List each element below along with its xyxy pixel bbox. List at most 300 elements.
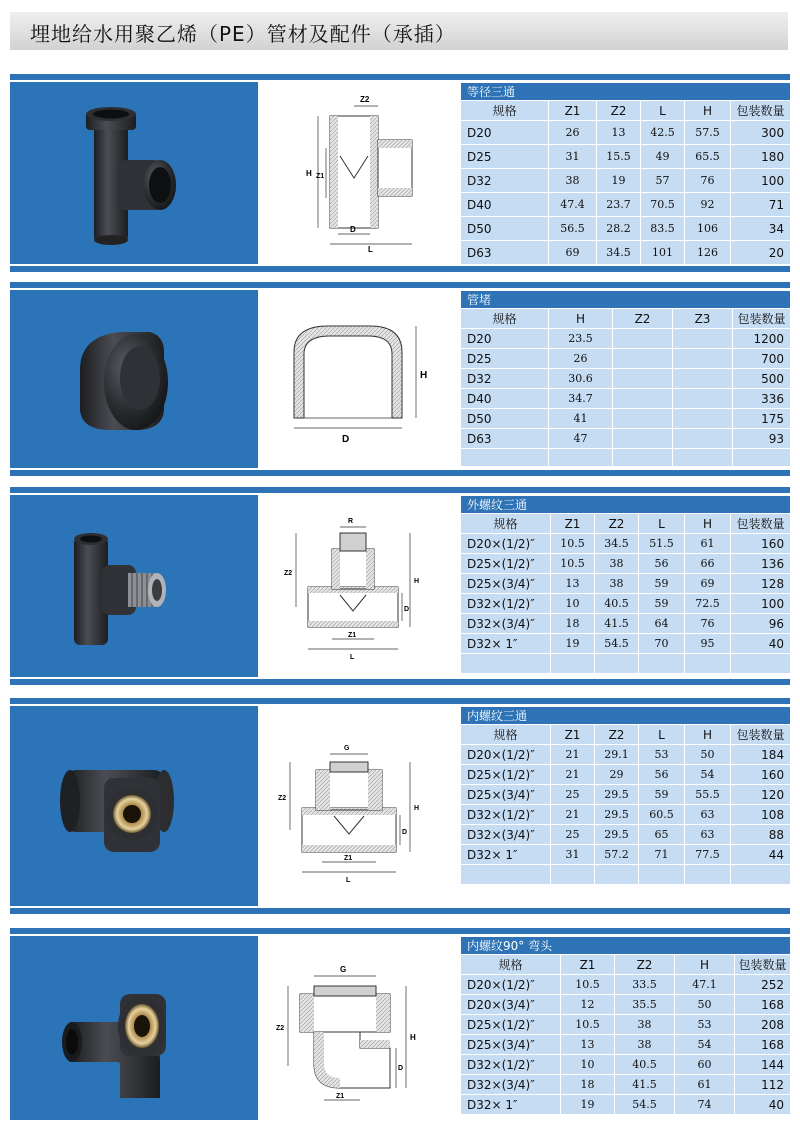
table-cell: D32×(1/2)″ — [461, 805, 551, 825]
column-header: Z1 — [549, 101, 597, 121]
table-cell: 93 — [733, 429, 791, 449]
drawing-label: Z2 — [276, 1025, 285, 1032]
table-cell: 21 — [551, 805, 595, 825]
table-cell: 54.5 — [595, 634, 639, 654]
table-cell — [461, 449, 549, 467]
table-cell: 252 — [735, 975, 791, 995]
table-cell: 38 — [595, 554, 639, 574]
product-name: 内螺纹90° 弯头 — [461, 937, 791, 955]
table-cell — [685, 654, 731, 674]
table-cell: 18 — [561, 1075, 615, 1095]
column-header: L — [639, 725, 685, 745]
table-cell — [673, 369, 733, 389]
table-row — [461, 534, 791, 554]
section-top-band — [10, 487, 790, 493]
table-cell: 336 — [733, 389, 791, 409]
column-header: Z1 — [551, 725, 595, 745]
table-row — [461, 1015, 791, 1035]
table-cell: 55.5 — [685, 785, 731, 805]
table-cell: 38 — [615, 1035, 675, 1055]
table-row — [461, 1055, 791, 1075]
table-cell: 13 — [551, 574, 595, 594]
table-cell: 10.5 — [561, 1015, 615, 1035]
table-cell: 19 — [561, 1095, 615, 1115]
drawing-label: Z1 — [316, 173, 325, 180]
drawing-label: H — [414, 578, 420, 585]
column-header: 包装数量 — [731, 101, 791, 121]
drawing-label: H — [410, 1033, 416, 1042]
table-cell: 23.5 — [549, 329, 613, 349]
table-cell: 70.5 — [641, 193, 685, 217]
table-cell: 41.5 — [615, 1075, 675, 1095]
table-cell: 96 — [731, 614, 791, 634]
table-cell: 12 — [561, 995, 615, 1015]
table-cell — [673, 389, 733, 409]
drawing-label: D — [402, 829, 408, 836]
table-cell: 53 — [675, 1015, 735, 1035]
drawing-label: H — [306, 169, 312, 178]
table-cell: 34.7 — [549, 389, 613, 409]
table-cell: 40.5 — [615, 1055, 675, 1075]
column-header: H — [549, 309, 613, 329]
table-cell: D32× 1″ — [461, 1095, 561, 1115]
table-cell: D32 — [461, 369, 549, 389]
table-cell — [549, 449, 613, 467]
pipe-cap-drawing-icon — [260, 290, 458, 468]
table-cell: 10.5 — [551, 534, 595, 554]
male-thread-tee-drawing-icon — [260, 495, 458, 677]
drawing-label: Z2 — [278, 795, 287, 802]
table-cell: 35.5 — [615, 995, 675, 1015]
table-cell: 34.5 — [595, 534, 639, 554]
table-row — [461, 995, 791, 1015]
table-cell: 13 — [597, 121, 641, 145]
table-cell — [733, 449, 791, 467]
table-row — [461, 865, 791, 885]
column-header: 包装数量 — [731, 725, 791, 745]
table-cell: 49 — [641, 145, 685, 169]
table-row — [461, 554, 791, 574]
table-cell: 25 — [551, 825, 595, 845]
table-row — [461, 614, 791, 634]
table-cell: D32×(1/2)″ — [461, 1055, 561, 1075]
section-pipe-cap — [10, 282, 790, 476]
table-cell: 42.5 — [641, 121, 685, 145]
table-cell: D32× 1″ — [461, 845, 551, 865]
drawing-label: Z1 — [336, 1093, 345, 1100]
table-cell: 63 — [685, 825, 731, 845]
column-header: 规格 — [461, 309, 549, 329]
column-header: H — [685, 725, 731, 745]
table-cell: 57.2 — [595, 845, 639, 865]
table-cell: 31 — [549, 145, 597, 169]
female-thread-elbow-drawing-icon — [260, 936, 458, 1120]
male-thread-tee-photo-icon — [10, 495, 258, 677]
table-cell: 128 — [731, 574, 791, 594]
pipe-cap-photo-icon — [10, 290, 258, 468]
table-cell: D20×(1/2)″ — [461, 975, 561, 995]
table-cell: 70 — [639, 634, 685, 654]
section-bottom-band — [10, 266, 790, 272]
table-cell: 184 — [731, 745, 791, 765]
table-cell: 47.4 — [549, 193, 597, 217]
table-row — [461, 594, 791, 614]
table-cell: 63 — [685, 805, 731, 825]
table-cell — [461, 654, 551, 674]
table-cell: D20×(1/2)″ — [461, 534, 551, 554]
equal-tee-drawing-icon — [260, 82, 458, 264]
table-cell — [613, 329, 673, 349]
table-cell: 168 — [735, 1035, 791, 1055]
table-row — [461, 241, 791, 265]
table-cell: 66 — [685, 554, 731, 574]
table-cell: 25 — [551, 785, 595, 805]
section-equal-tee — [10, 74, 790, 272]
table-cell: 57.5 — [685, 121, 731, 145]
table-cell: 65 — [639, 825, 685, 845]
table-cell: 144 — [735, 1055, 791, 1075]
table-cell: 500 — [733, 369, 791, 389]
column-header: 规格 — [461, 955, 561, 975]
table-cell: 300 — [731, 121, 791, 145]
table-cell: 100 — [731, 594, 791, 614]
table-cell: D32×(3/4)″ — [461, 825, 551, 845]
section-top-band — [10, 282, 790, 288]
table-row — [461, 975, 791, 995]
table-cell: 19 — [597, 169, 641, 193]
drawing-label: D — [350, 225, 356, 234]
table-cell: 76 — [685, 614, 731, 634]
table-cell: 40.5 — [595, 594, 639, 614]
table-cell: 10.5 — [561, 975, 615, 995]
table-cell — [595, 865, 639, 885]
table-cell: 29.5 — [595, 805, 639, 825]
table-cell: D20 — [461, 329, 549, 349]
table-row — [461, 825, 791, 845]
table-row — [461, 329, 791, 349]
section-female-thread-elbow — [10, 928, 790, 1124]
table-cell: 33.5 — [615, 975, 675, 995]
drawing-label: L — [346, 877, 351, 884]
page-title-bar — [10, 12, 788, 50]
product-photo — [10, 82, 258, 264]
table-cell: D63 — [461, 241, 549, 265]
section-bottom-band — [10, 679, 790, 685]
table-cell: 18 — [551, 614, 595, 634]
technical-drawing — [260, 495, 458, 677]
table-cell: 88 — [731, 825, 791, 845]
table-cell: 10 — [551, 594, 595, 614]
table-cell: D32×(3/4)″ — [461, 614, 551, 634]
technical-drawing — [260, 706, 458, 906]
column-header: 规格 — [461, 101, 549, 121]
drawing-label: Z1 — [344, 855, 353, 862]
table-cell: D20×(1/2)″ — [461, 745, 551, 765]
section-bottom-band — [10, 470, 790, 476]
table-cell: D25×(3/4)″ — [461, 1035, 561, 1055]
table-cell: 21 — [551, 745, 595, 765]
table-cell: 101 — [641, 241, 685, 265]
table-cell — [673, 429, 733, 449]
technical-drawing — [260, 290, 458, 468]
column-header: L — [641, 101, 685, 121]
table-cell — [673, 409, 733, 429]
table-cell: 126 — [685, 241, 731, 265]
table-cell: 53 — [639, 745, 685, 765]
table-cell: D25 — [461, 349, 549, 369]
product-photo — [10, 706, 258, 906]
product-photo — [10, 936, 258, 1120]
table-cell — [551, 654, 595, 674]
table-cell: D40 — [461, 193, 549, 217]
table-cell: 106 — [685, 217, 731, 241]
table-cell: D50 — [461, 409, 549, 429]
table-cell — [551, 865, 595, 885]
table-row — [461, 349, 791, 369]
spec-table — [460, 495, 791, 674]
table-cell — [613, 409, 673, 429]
table-cell: 74 — [675, 1095, 735, 1115]
table-cell: 54.5 — [615, 1095, 675, 1115]
table-cell: 41 — [549, 409, 613, 429]
table-cell: 28.2 — [597, 217, 641, 241]
drawing-label: L — [368, 245, 373, 254]
table-row — [461, 574, 791, 594]
table-cell: 208 — [735, 1015, 791, 1035]
table-cell: 160 — [731, 534, 791, 554]
table-cell — [673, 349, 733, 369]
table-cell: 700 — [733, 349, 791, 369]
table-cell: 64 — [639, 614, 685, 634]
table-cell: 160 — [731, 765, 791, 785]
table-cell: 59 — [639, 574, 685, 594]
drawing-label: Z1 — [348, 632, 357, 639]
table-cell — [613, 449, 673, 467]
table-cell: D25×(3/4)″ — [461, 785, 551, 805]
table-cell: 41.5 — [595, 614, 639, 634]
table-row — [461, 409, 791, 429]
table-row — [461, 785, 791, 805]
table-row — [461, 389, 791, 409]
table-cell: 30.6 — [549, 369, 613, 389]
drawing-label: Z2 — [360, 95, 370, 104]
table-row — [461, 169, 791, 193]
table-cell: 120 — [731, 785, 791, 805]
spec-table — [460, 82, 791, 265]
table-cell: 65.5 — [685, 145, 731, 169]
table-cell: 59 — [639, 594, 685, 614]
table-cell: 40 — [735, 1095, 791, 1115]
table-cell: 56 — [639, 554, 685, 574]
female-thread-elbow-photo-icon — [10, 936, 258, 1120]
table-cell: 10.5 — [551, 554, 595, 574]
table-cell — [461, 865, 551, 885]
table-cell: 29 — [595, 765, 639, 785]
table-row — [461, 805, 791, 825]
table-row — [461, 1095, 791, 1115]
table-row — [461, 145, 791, 169]
table-cell — [613, 349, 673, 369]
table-cell — [731, 654, 791, 674]
table-row — [461, 369, 791, 389]
table-cell: 57 — [641, 169, 685, 193]
product-name: 等径三通 — [461, 83, 791, 101]
drawing-label: D — [398, 1065, 404, 1072]
table-cell: 95 — [685, 634, 731, 654]
table-cell: 59 — [639, 785, 685, 805]
table-cell: 47.1 — [675, 975, 735, 995]
table-cell: D25×(1/2)″ — [461, 554, 551, 574]
technical-drawing — [260, 936, 458, 1120]
page-title: 埋地给水用聚乙烯（PE）管材及配件（承插） — [30, 22, 456, 46]
table-cell — [613, 369, 673, 389]
table-cell — [595, 654, 639, 674]
table-row — [461, 654, 791, 674]
female-thread-tee-drawing-icon — [260, 706, 458, 906]
table-cell: 26 — [549, 121, 597, 145]
table-cell: 56.5 — [549, 217, 597, 241]
column-header: Z3 — [673, 309, 733, 329]
table-row — [461, 845, 791, 865]
section-female-thread-tee — [10, 698, 790, 916]
table-row — [461, 449, 791, 467]
table-cell: D32 — [461, 169, 549, 193]
table-cell — [639, 654, 685, 674]
table-row — [461, 765, 791, 785]
column-header: Z1 — [551, 514, 595, 534]
table-cell: D25×(1/2)″ — [461, 765, 551, 785]
table-cell: 50 — [685, 745, 731, 765]
table-cell: 29.5 — [595, 785, 639, 805]
table-cell — [613, 389, 673, 409]
table-cell: 60 — [675, 1055, 735, 1075]
table-cell: 54 — [685, 765, 731, 785]
table-cell: 56 — [639, 765, 685, 785]
table-cell: 29.1 — [595, 745, 639, 765]
column-header: H — [685, 101, 731, 121]
drawing-label: H — [420, 370, 428, 381]
table-cell: 26 — [549, 349, 613, 369]
table-cell: D63 — [461, 429, 549, 449]
column-header: Z2 — [595, 514, 639, 534]
female-thread-tee-photo-icon — [10, 706, 258, 906]
table-cell: 72.5 — [685, 594, 731, 614]
product-photo — [10, 495, 258, 677]
table-cell: 29.5 — [595, 825, 639, 845]
table-cell — [673, 449, 733, 467]
section-top-band — [10, 74, 790, 80]
table-cell: 168 — [735, 995, 791, 1015]
table-cell: D40 — [461, 389, 549, 409]
table-row — [461, 429, 791, 449]
table-cell: 112 — [735, 1075, 791, 1095]
equal-tee-photo-icon — [10, 82, 258, 264]
table-cell: D50 — [461, 217, 549, 241]
table-cell: 54 — [675, 1035, 735, 1055]
table-cell: 19 — [551, 634, 595, 654]
spec-table — [460, 290, 791, 467]
section-top-band — [10, 928, 790, 934]
drawing-label: G — [340, 965, 347, 974]
table-cell — [639, 865, 685, 885]
spec-table — [460, 706, 791, 885]
table-cell: 175 — [733, 409, 791, 429]
table-cell: D32×(1/2)″ — [461, 594, 551, 614]
column-header: Z2 — [595, 725, 639, 745]
table-cell: 83.5 — [641, 217, 685, 241]
table-cell: 21 — [551, 765, 595, 785]
column-header: 包装数量 — [735, 955, 791, 975]
table-cell: 10 — [561, 1055, 615, 1075]
drawing-label: H — [414, 805, 420, 812]
technical-drawing — [260, 82, 458, 264]
table-cell: 69 — [549, 241, 597, 265]
table-cell: 38 — [549, 169, 597, 193]
column-header: Z1 — [561, 955, 615, 975]
column-header: H — [685, 514, 731, 534]
table-cell: 15.5 — [597, 145, 641, 169]
table-cell: 136 — [731, 554, 791, 574]
table-cell: 71 — [639, 845, 685, 865]
table-cell: 180 — [731, 145, 791, 169]
table-cell: 50 — [675, 995, 735, 1015]
table-cell: 34 — [731, 217, 791, 241]
table-row — [461, 1075, 791, 1095]
drawing-label: D — [404, 606, 410, 613]
table-cell: 47 — [549, 429, 613, 449]
section-bottom-band — [10, 908, 790, 914]
table-cell: D25 — [461, 145, 549, 169]
table-cell — [731, 865, 791, 885]
table-cell: D25×(1/2)″ — [461, 1015, 561, 1035]
table-cell — [685, 865, 731, 885]
table-cell: 31 — [551, 845, 595, 865]
table-cell: 20 — [731, 241, 791, 265]
column-header: L — [639, 514, 685, 534]
table-cell: 40 — [731, 634, 791, 654]
table-cell: 76 — [685, 169, 731, 193]
product-name: 内螺纹三通 — [461, 707, 791, 725]
table-cell: 1200 — [733, 329, 791, 349]
column-header: 包装数量 — [733, 309, 791, 329]
column-header: 包装数量 — [731, 514, 791, 534]
table-row — [461, 217, 791, 241]
table-cell: D32× 1″ — [461, 634, 551, 654]
section-male-thread-tee — [10, 487, 790, 685]
column-header: Z2 — [597, 101, 641, 121]
drawing-label: R — [348, 518, 354, 525]
column-header: Z2 — [613, 309, 673, 329]
table-cell: 108 — [731, 805, 791, 825]
table-cell: 100 — [731, 169, 791, 193]
table-cell: 69 — [685, 574, 731, 594]
column-header: 规格 — [461, 725, 551, 745]
table-cell: 61 — [675, 1075, 735, 1095]
drawing-label: Z2 — [284, 570, 293, 577]
table-cell: D32×(3/4)″ — [461, 1075, 561, 1095]
table-row — [461, 634, 791, 654]
product-name: 管堵 — [461, 291, 791, 309]
table-row — [461, 1035, 791, 1055]
table-row — [461, 745, 791, 765]
drawing-label: L — [350, 654, 355, 661]
table-cell: D25×(3/4)″ — [461, 574, 551, 594]
table-cell: 92 — [685, 193, 731, 217]
product-name: 外螺纹三通 — [461, 496, 791, 514]
column-header: H — [675, 955, 735, 975]
table-cell — [673, 329, 733, 349]
table-cell: 38 — [595, 574, 639, 594]
